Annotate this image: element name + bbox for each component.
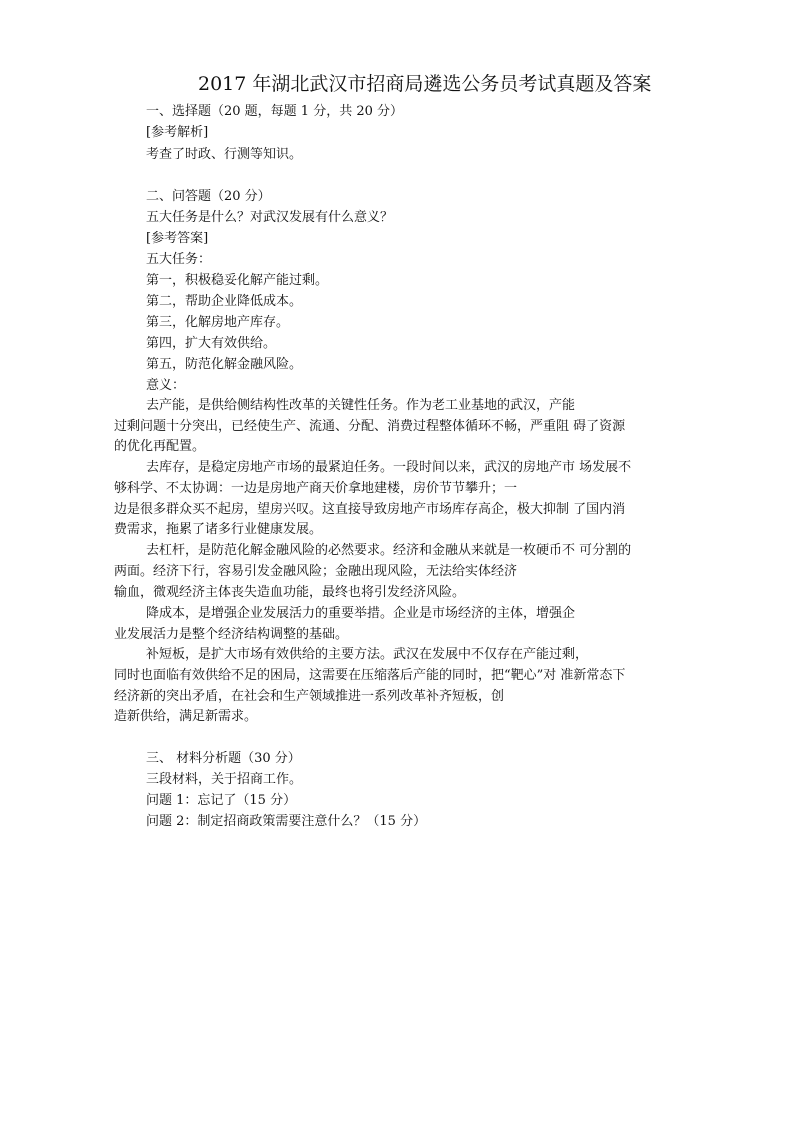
paragraph-line: 输血，微观经济主体丧失造血功能，最终也将引发经济风险。 — [114, 585, 466, 600]
paragraph-line: 的优化再配置。 — [114, 439, 206, 454]
section3-question-2: 问题 2：制定招商政策需要注意什么？（15 分） — [146, 814, 427, 829]
paragraph-line: 两面。经济下行，容易引发金融风险；金融出现风险，无法给实体经济 — [114, 564, 518, 579]
paragraph-line: 去杠杆，是防范化解金融风险的必然要求。经济和金融从来就是一枚硬币不 可分割的 — [146, 543, 632, 558]
section3-intro: 三段材料，关于招商工作。 — [146, 772, 303, 787]
paragraph-line: 经济新的突出矛盾，在社会和生产领域推进一系列改革补齐短板，创 — [114, 689, 505, 704]
section3-heading: 三、 材料分析题（30 分） — [146, 751, 301, 766]
task-item: 第二，帮助企业降低成本。 — [146, 294, 303, 309]
section3-question-1: 问题 1：忘记了（15 分） — [146, 793, 297, 808]
section1-text: 考查了时政、行测等知识。 — [146, 147, 303, 162]
meaning-title: 意义： — [146, 378, 186, 393]
paragraph-line: 降成本，是增强企业发展活力的重要举措。企业是市场经济的主体，增强企 — [146, 606, 576, 621]
document-title: 2017 年湖北武汉市招商局遴选公务员考试真题及答案 — [198, 73, 652, 95]
section1-label: [参考解析] — [146, 125, 209, 140]
section1-heading: 一、选择题（20 题，每题 1 分，共 20 分） — [146, 104, 404, 119]
paragraph-line: 去库存，是稳定房地产市场的最紧迫任务。一段时间以来，武汉的房地产市 场发展不 — [146, 460, 632, 475]
paragraph-line: 边是很多群众买不起房，望房兴叹。这直接导致房地产市场库存高企，极大抑制 了国内消 — [114, 502, 626, 517]
paragraph-line: 业发展活力是整个经济结构调整的基础。 — [114, 627, 349, 642]
paragraph-line: 去产能，是供给侧结构性改革的关键性任务。作为老工业基地的武汉，产能 — [146, 398, 576, 413]
paragraph-line: 过剩问题十分突出，已经使生产、流通、分配、消费过程整体循环不畅，严重阻 碍了资源 — [114, 419, 626, 434]
tasks-title: 五大任务： — [146, 252, 212, 267]
task-item: 第五，防范化解金融风险。 — [146, 357, 303, 372]
paragraph-line: 够科学、不太协调：一边是房地产商天价拿地建楼，房价节节攀升；一 — [114, 481, 518, 496]
task-item: 第一，积极稳妥化解产能过剩。 — [146, 273, 329, 288]
section2-heading: 二、问答题（20 分） — [146, 189, 271, 204]
paragraph-line: 同时也面临有效供给不足的困局，这需要在压缩落后产能的同时，把“靶心”对 准新常态下 — [114, 668, 626, 683]
paragraph-line: 造新供给，满足新需求。 — [114, 709, 258, 724]
task-item: 第四，扩大有效供给。 — [146, 336, 277, 351]
section2-question: 五大任务是什么？对武汉发展有什么意义？ — [146, 210, 394, 225]
paragraph-line: 补短板，是扩大市场有效供给的主要方法。武汉在发展中不仅存在产能过剩， — [146, 647, 589, 662]
task-item: 第三，化解房地产库存。 — [146, 315, 290, 330]
section2-label: [参考答案] — [146, 231, 209, 246]
paragraph-line: 费需求，拖累了诸多行业健康发展。 — [114, 522, 323, 537]
